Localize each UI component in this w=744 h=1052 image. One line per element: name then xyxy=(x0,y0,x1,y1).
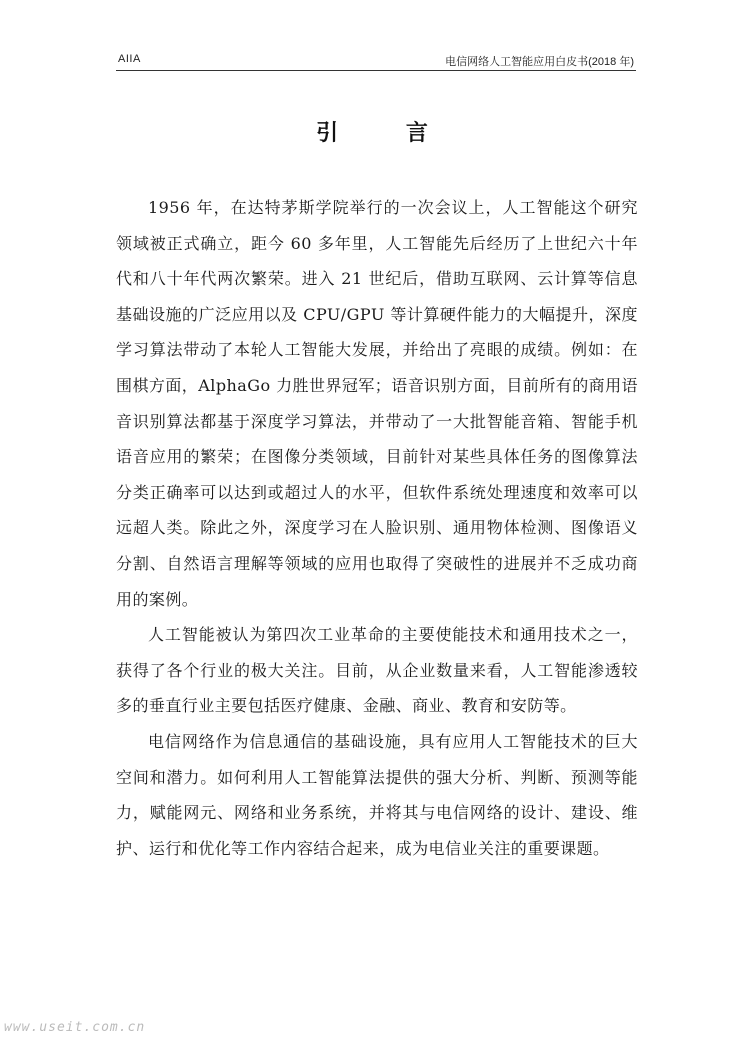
page-header xyxy=(116,50,636,71)
paragraph-telecom: 电信网络作为信息通信的基础设施，具有应用人工智能技术的巨大空间和潜力。如何利用人工智能算法提供的强大分析、判断、预测等能力，赋能网元、网络和业务系统，并将其与电信网络的设计、建设、维护、运行和优化等工作内容结合起来，成为电信业关注的重要课题。 xyxy=(116,731,638,858)
paragraph-history: 1956 年，在达特茅斯学院举行的一次会议上，人工智能这个研究领域被正式确立，距今 60 多年里，人工智能先后经历了上世纪六十年代和八十年代两次繁荣。进入 21 世纪后，借助互联网、云计算等信息基础设施的广泛应用以及 CPU/GPU 等计算硬件能力的大幅提升，深度学习算法带动了本轮人工智能大发展，并给出了亮眼的成绩。例如：在围棋方面，AlphaGo 力胜世界冠军；语音识别方面，目前所有的商用语音识别算法都基于深度学习算法，并带动了一大批智能音箱、智能手机语音应用的繁荣；在图像分类领域，目前针对某些具体任务的图像算法分类正确率可以达到或超过人的水平，但软件系统处理速度和效率可以远超人类。除此之外，深度学习在人脸识别、通用物体检测、图像语义分割、自然语言理解等领域的应用也取得了突破性的进展并不乏成功商用的案例。 xyxy=(116,198,639,609)
paragraph-industry: 人工智能被认为第四次工业革命的主要使能技术和通用技术之一，获得了各个行业的极大关注。目前，从企业数量来看，人工智能渗透较多的垂直行业主要包括医疗健康、金融、商业、教育和安防等。 xyxy=(116,625,638,716)
header-org-label: AIIA xyxy=(118,53,141,65)
header-document-title: 电信网络人工智能应用白皮书(2018 年) xyxy=(445,56,634,68)
watermark: www.useit.com.cn xyxy=(4,1020,146,1035)
section-title: 引 言 xyxy=(316,121,458,146)
section-body xyxy=(116,190,638,866)
